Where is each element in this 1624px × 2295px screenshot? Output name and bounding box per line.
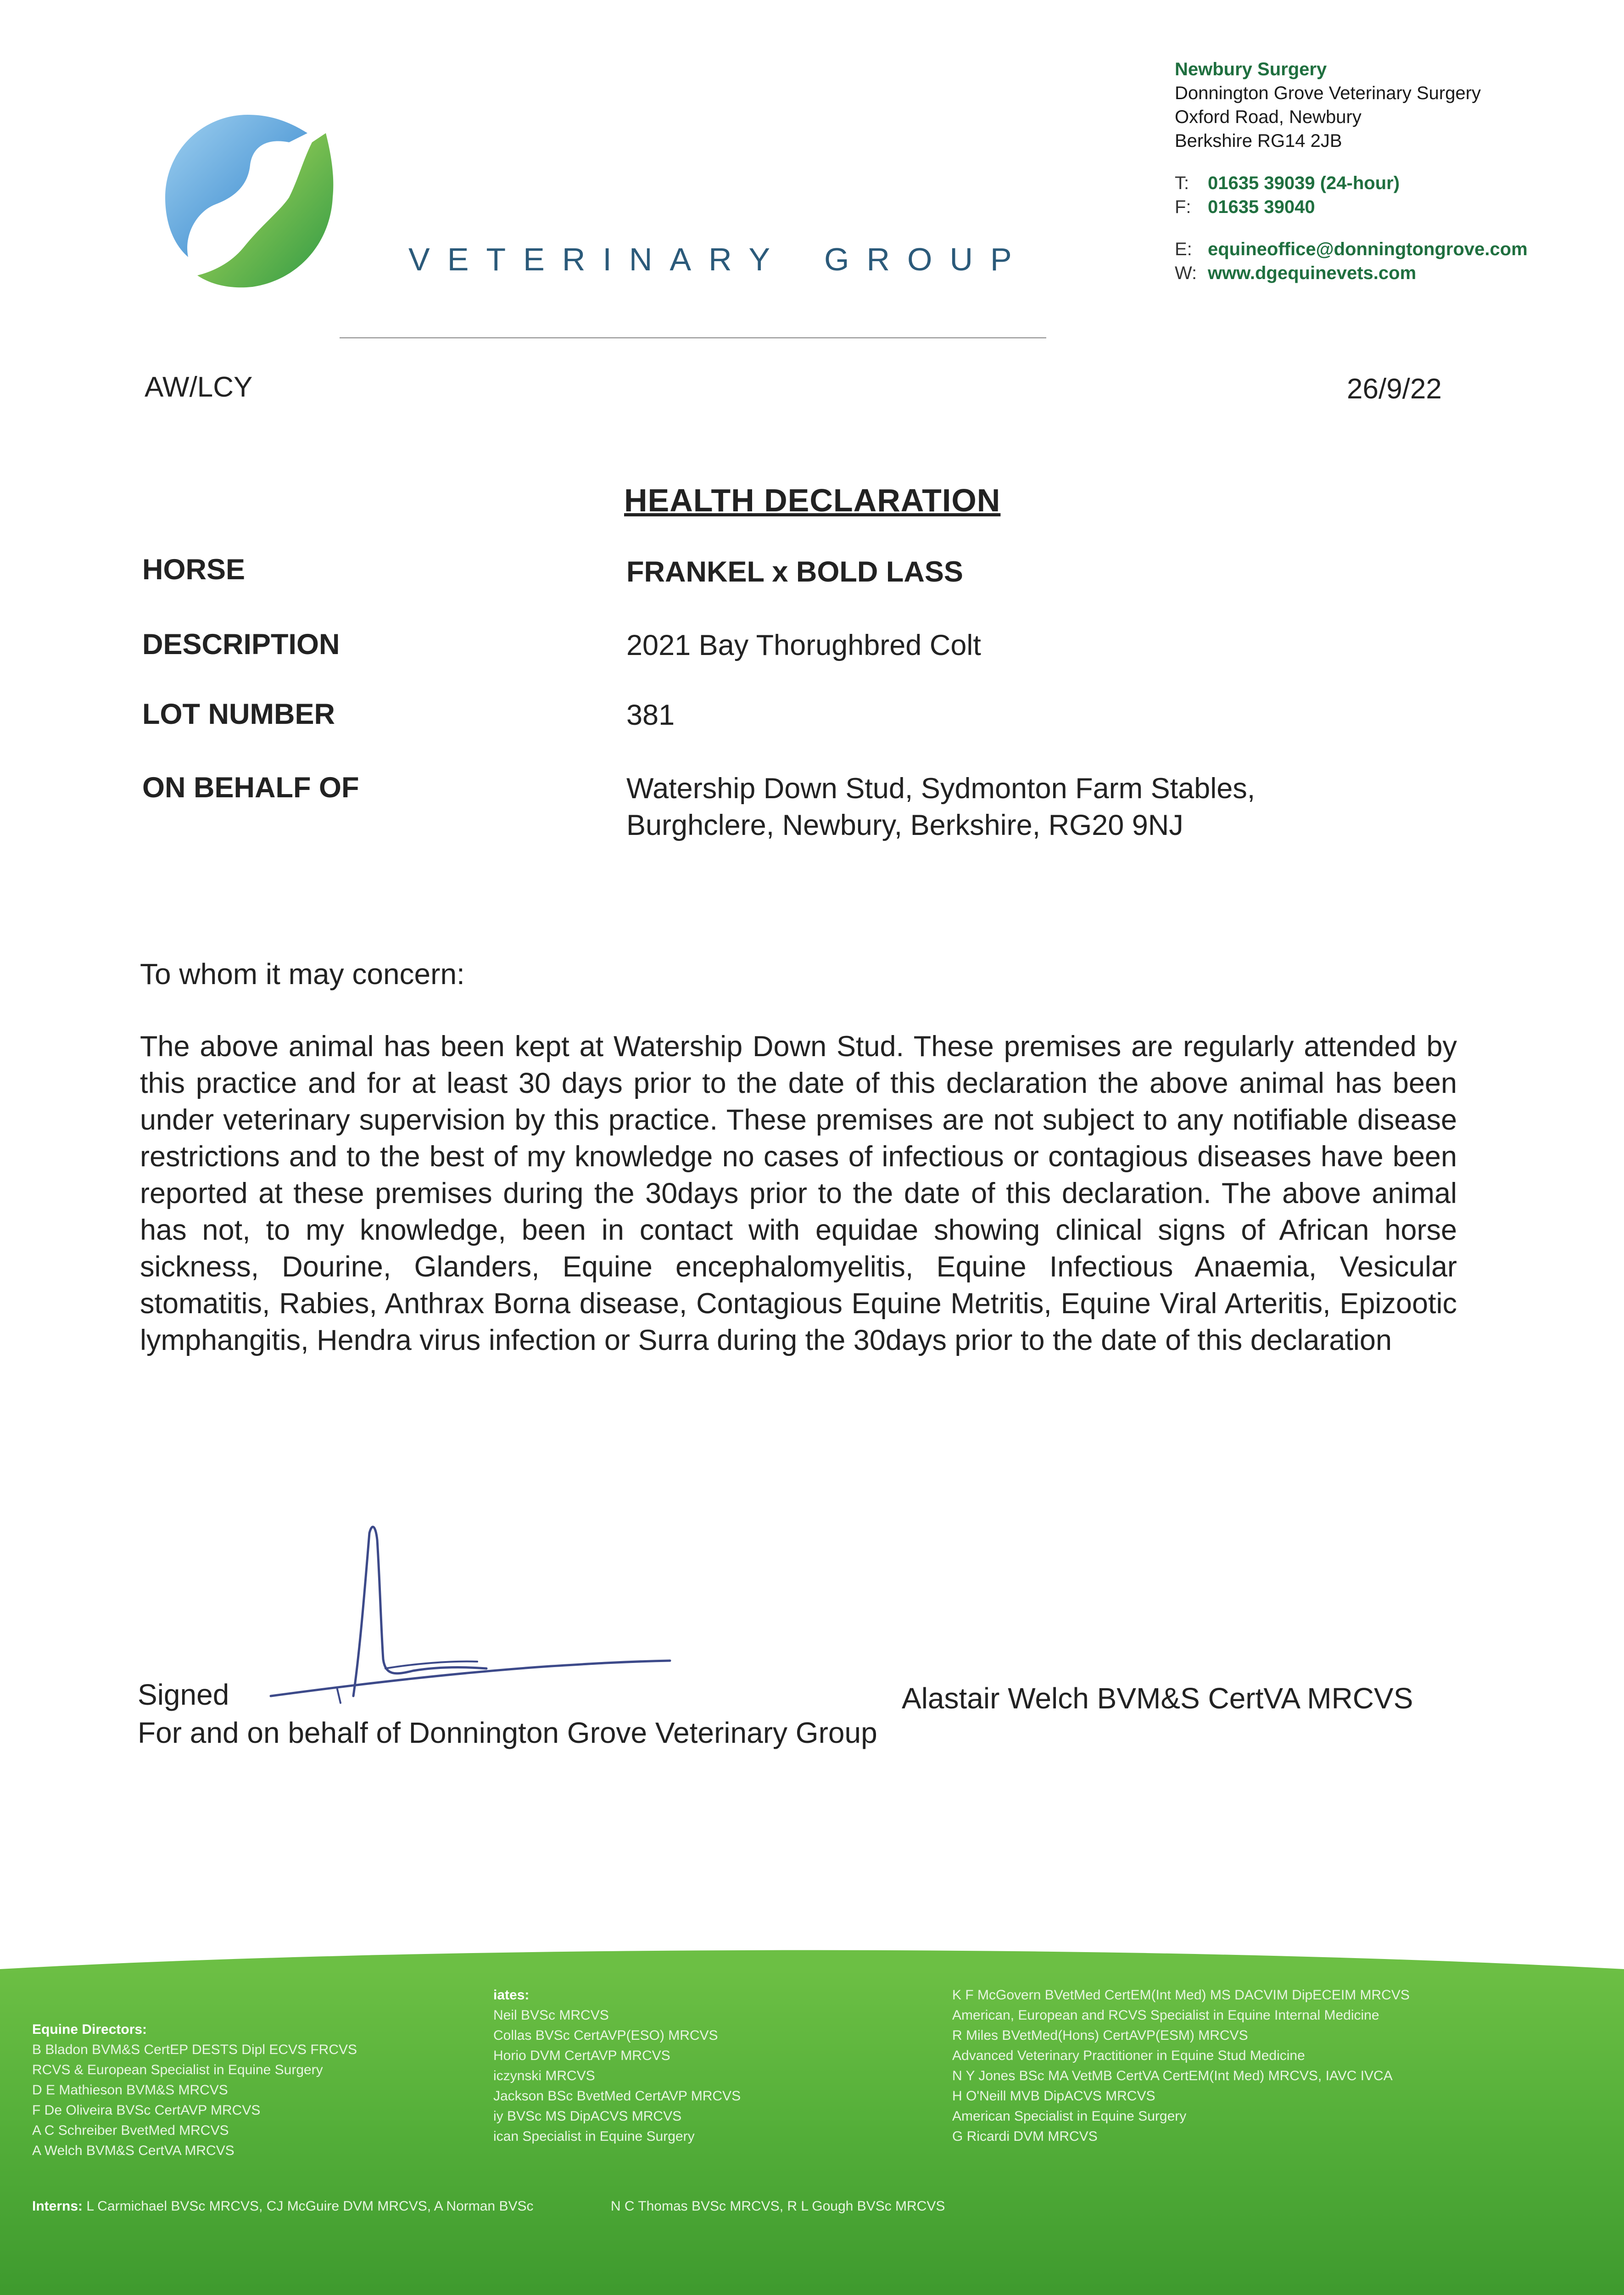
lot-number-label: LOT NUMBER bbox=[142, 698, 335, 730]
specialist-entry: N Y Jones BSc MA VetMB CertVA CertEM(Int Med) MRCVS, IAVC IVCA bbox=[952, 2068, 1393, 2083]
specialist-entry: American Specialist in Equine Surgery bbox=[952, 2109, 1187, 2124]
description-value: 2021 Bay Thorughbred Colt bbox=[626, 629, 981, 661]
letter-date: 26/9/22 bbox=[1347, 373, 1442, 405]
specialist-entry: H O'Neill MVB DipACVS MRCVS bbox=[952, 2088, 1155, 2104]
specialist-entry: K F McGovern BVetMed CertEM(Int Med) MS DACVIM DipECEIM MRCVS bbox=[952, 1987, 1410, 2003]
fax-line: F: 01635 39040 bbox=[1175, 197, 1315, 217]
surgery-name: Newbury Surgery bbox=[1175, 59, 1327, 79]
associates-heading: iates: bbox=[493, 1987, 530, 2003]
lot-number-value: 381 bbox=[626, 699, 675, 731]
associate-entry: Neil BVSc MRCVS bbox=[493, 2008, 609, 2023]
interns-heading: Interns: bbox=[32, 2199, 83, 2214]
horse-value: FRANKEL x BOLD LASS bbox=[626, 556, 963, 588]
director-entry: B Bladon BVM&S CertEP DESTS Dipl ECVS FRCVS bbox=[32, 2042, 357, 2057]
veterinary-group-logo bbox=[151, 106, 344, 298]
director-entry: A Welch BVM&S CertVA MRCVS bbox=[32, 2143, 234, 2158]
address-line: Berkshire RG14 2JB bbox=[1175, 131, 1342, 151]
description-label: DESCRIPTION bbox=[142, 628, 340, 661]
associate-entry: Collas BVSc CertAVP(ESO) MRCVS bbox=[493, 2028, 718, 2043]
director-entry: A C Schreiber BvetMed MRCVS bbox=[32, 2123, 229, 2138]
address-line: Oxford Road, Newbury bbox=[1175, 107, 1362, 127]
director-entry: D E Mathieson BVM&S MRCVS bbox=[32, 2082, 228, 2098]
header-divider bbox=[340, 337, 1046, 338]
associate-entry: iczynski MRCVS bbox=[493, 2068, 595, 2083]
telephone-line: T: 01635 39039 (24-hour) bbox=[1175, 173, 1400, 193]
director-entry: F De Oliveira BVSc CertAVP MRCVS bbox=[32, 2103, 261, 2118]
website-line[interactable]: W: www.dgequinevets.com bbox=[1175, 263, 1417, 283]
brand-wordmark: VETERINARY GROUP bbox=[408, 241, 1029, 277]
specialist-entry: R Miles BVetMed(Hons) CertAVP(ESM) MRCVS bbox=[952, 2028, 1248, 2043]
director-entry: RCVS & European Specialist in Equine Surgery bbox=[32, 2062, 323, 2077]
handwritten-signature bbox=[257, 1515, 679, 1707]
associate-entry: ican Specialist in Equine Surgery bbox=[493, 2129, 695, 2144]
declaration-body: The above animal has been kept at Watership Down Stud. These premises are regularly attended by this practice and for at least 30 days prior to the date of this declaration the above animal has been under veterinary supervision by this practice. These premises are not subject to any notifiable disease restrictions and to the best of my knowledge no cases of infectious or contagious diseases have been reported at these premises during the 30days prior to the date of this declaration. The above animal has not, to my knowledge, been in contact with equidae showing clinical signs of African horse sickness, Dourine, Glanders, Equine encephalomyelitis, Equine Infectious Anaemia, Vesicular stomatitis, Rabies, Anthrax Borna disease, Contagious Equine Metritis, Equine Viral Arteritis, Epizootic lymphangitis, Hendra virus infection or Surra during the 30days prior to the date of this declaration bbox=[140, 1030, 1457, 1356]
website-link[interactable]: www.dgequinevets.com bbox=[1208, 263, 1417, 283]
interns-list: N C Thomas BVSc MRCVS, R L Gough BVSc MRCVS bbox=[610, 2199, 945, 2214]
salutation: To whom it may concern: bbox=[140, 957, 465, 991]
specialist-entry: American, European and RCVS Specialist in Equine Internal Medicine bbox=[952, 2008, 1379, 2023]
associate-entry: iy BVSc MS DipACVS MRCVS bbox=[493, 2109, 682, 2124]
interns-list: L Carmichael BVSc MRCVS, CJ McGuire DVM MRCVS, A Norman BVSc bbox=[86, 2199, 534, 2214]
on-behalf-line: For and on behalf of Donnington Grove Veterinary Group bbox=[138, 1716, 877, 1749]
directors-heading: Equine Directors: bbox=[32, 2022, 147, 2037]
interns-line bbox=[32, 2199, 945, 2214]
associates-column bbox=[493, 1985, 741, 2147]
on-behalf-of-value bbox=[626, 770, 1255, 844]
specialist-entry: G Ricardi DVM MRCVS bbox=[952, 2129, 1098, 2144]
address-line: Donnington Grove Veterinary Surgery bbox=[1175, 83, 1481, 103]
specialists-column bbox=[952, 1985, 1410, 2147]
behalf-line: Burghclere, Newbury, Berkshire, RG20 9NJ bbox=[626, 809, 1183, 841]
document-title: HEALTH DECLARATION bbox=[624, 482, 1001, 518]
email-link[interactable]: equineoffice@donningtongrove.com bbox=[1208, 239, 1528, 259]
associate-entry: Jackson BSc BvetMed CertAVP MRCVS bbox=[493, 2088, 741, 2104]
reference-code: AW/LCY bbox=[145, 371, 253, 403]
surgery-contact-block bbox=[1175, 57, 1528, 285]
horse-label: HORSE bbox=[142, 554, 246, 586]
email-line[interactable]: E: equineoffice@donningtongrove.com bbox=[1175, 239, 1528, 259]
associate-entry: Horio DVM CertAVP MRCVS bbox=[493, 2048, 670, 2063]
signed-label: Signed bbox=[138, 1678, 229, 1711]
on-behalf-of-label: ON BEHALF OF bbox=[142, 772, 359, 804]
directors-column bbox=[32, 2020, 357, 2161]
specialist-entry: Advanced Veterinary Practitioner in Equine Stud Medicine bbox=[952, 2048, 1305, 2063]
behalf-line: Watership Down Stud, Sydmonton Farm Stables, bbox=[626, 772, 1256, 805]
signer-name: Alastair Welch BVM&S CertVA MRCVS bbox=[902, 1682, 1413, 1715]
